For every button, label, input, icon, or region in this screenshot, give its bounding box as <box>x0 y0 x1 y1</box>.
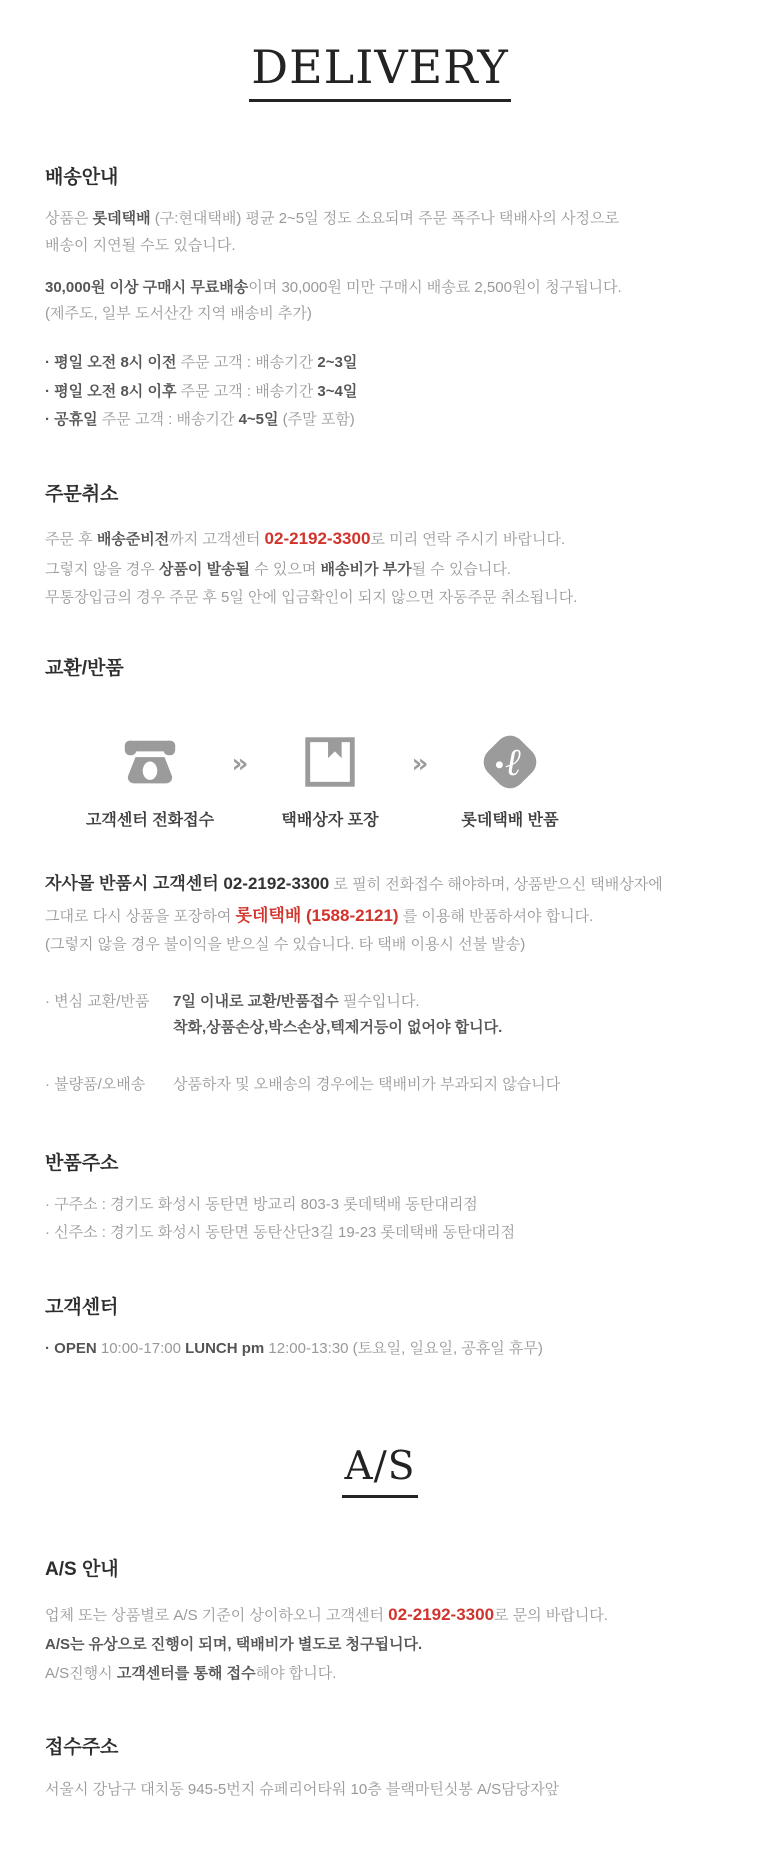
step-label: 고객센터 전화접수 <box>85 812 215 830</box>
text-run-bold: LUNCH pm <box>185 1340 265 1358</box>
step-pack-box <box>250 727 410 830</box>
text-run: 상품하자 및 오배송의 경우에는 택배비가 부과되지 않습니다 <box>173 1075 561 1093</box>
text-run-bold: 4~5일 <box>238 411 279 429</box>
text-run-bold: · 평일 오전 8시 이후 <box>45 382 177 400</box>
text-run: 해야 합니다. <box>255 1664 337 1682</box>
text-run-bold: 롯데택배 <box>92 210 151 228</box>
section-shipping-info <box>45 166 715 435</box>
phone-icon <box>70 727 230 797</box>
text-run: 로 문의 바랍니다. <box>494 1607 608 1625</box>
text-run: 주문 고객 : 배송기간 <box>176 382 318 400</box>
text-run: 될 수 있습니다. <box>411 560 512 578</box>
shipping-heading: 배송안내 <box>45 166 119 188</box>
lotte-dot <box>496 762 503 769</box>
customer-center-heading: 고객센터 <box>45 1296 119 1318</box>
step-call-center <box>70 727 230 830</box>
as-title: A/S <box>342 1446 417 1498</box>
text-run: 를 이용해 반품하셔야 합니다. <box>398 907 594 925</box>
row-line <box>173 1015 715 1041</box>
text-run-bold: 7일 이내로 교환/반품접수 <box>173 993 339 1011</box>
lotte-phone-number: 롯데택배 (1588-2121) <box>235 905 399 925</box>
phone-number: 02-2192-3300 <box>223 874 330 894</box>
page-title: DELIVERY <box>249 42 511 102</box>
text-run: 상품은 <box>45 210 93 228</box>
lotte-logo-icon <box>430 727 590 797</box>
text-run: (구:현대택배) 평균 2~5일 정도 소요되며 주문 폭주나 택배사의 사정으로 <box>150 210 619 228</box>
text-run: 로 미리 연락 주시기 바랍니다. <box>370 531 566 549</box>
row-content <box>173 1072 715 1098</box>
as-address-heading: 접수주소 <box>45 1737 119 1759</box>
chevron-right-icon: » <box>231 749 249 780</box>
text-run: 까지 고객센터 <box>169 531 265 549</box>
text-run: 수 있으며 <box>250 560 321 578</box>
text-run: A/S진행시 <box>45 1664 117 1682</box>
text-run-bold: 2~3일 <box>317 354 358 372</box>
text-run-bold: 착화,상품손상,박스손상,텍제거등이 없어야 합니다. <box>173 1019 503 1037</box>
text-run: 로 필히 전화접수 해야하며, 상품받으신 택배상자에 <box>329 876 663 894</box>
phone-number: 02-2192-3300 <box>264 529 371 549</box>
exchange-heading: 교환/반품 <box>45 657 124 679</box>
text-run-bold: 고객센터를 통해 접수 <box>116 1664 256 1682</box>
text-run-bold: · 공휴일 <box>45 411 98 429</box>
section-customer-center <box>45 1296 715 1363</box>
return-address-list <box>45 1191 715 1248</box>
as-info-heading: A/S 안내 <box>45 1559 119 1581</box>
text-run: 그렇지 않을 경우 <box>45 560 159 578</box>
delivery-info-page <box>0 42 760 1803</box>
text-run-bold: 30,000원 이상 구매시 무료배송 <box>45 278 249 296</box>
shipping-bullet-2 <box>45 378 715 407</box>
chevron-right-icon: » <box>411 749 429 780</box>
step-lotte-return <box>430 727 590 830</box>
text-run: (제주도, 일부 도서산간 지역 배송비 추가) <box>45 305 312 323</box>
text-run-bold: 배송비가 부가 <box>320 560 412 578</box>
cancel-paragraph <box>45 523 715 612</box>
text-run-bold: A/S는 유상으로 진행이 되며, 택배비가 별도로 청구됩니다. <box>45 1636 423 1654</box>
return-process-steps <box>70 727 715 830</box>
lotte-glyph: ℓ <box>504 740 521 785</box>
return-address-heading: 반품주소 <box>45 1152 119 1174</box>
text-run: 주문 고객 : 배송기간 <box>176 354 318 372</box>
text-run: (주말 포함) <box>278 411 355 429</box>
customer-center-hours <box>45 1336 715 1362</box>
text-run: 필수입니다. <box>338 993 420 1011</box>
new-address: · 신주소 : 경기도 화성시 동탄면 동탄산단3길 19-23 롯데택배 동탄대리점 <box>45 1224 516 1242</box>
cancel-heading: 주문취소 <box>45 483 119 505</box>
text-run-bold: 3~4일 <box>317 382 358 400</box>
shipping-paragraph-1 <box>45 206 715 259</box>
as-address-line <box>45 1777 715 1803</box>
row-label: · 변심 교환/반품 <box>45 993 150 1011</box>
text-run: 이며 30,000원 미만 구매시 배송료 2,500원이 청구됩니다. <box>248 278 622 296</box>
text-run-bold: 상품이 발송될 <box>158 560 251 578</box>
text-run: 주문 후 <box>45 531 97 549</box>
text-run-bold: 자사몰 반품시 고객센터 <box>45 874 224 894</box>
exchange-row-defective <box>45 1072 715 1098</box>
step-label: 롯데택배 반품 <box>461 812 559 830</box>
as-title-block <box>45 1446 715 1498</box>
text-run: (그렇지 않을 경우 불이익을 받으실 수 있습니다. 타 택배 이용시 선불 발송) <box>45 936 526 954</box>
section-return-address <box>45 1152 715 1248</box>
shipping-bullet-3 <box>45 406 715 435</box>
as-info-paragraph <box>45 1599 715 1688</box>
text-run: 무통장입금의 경우 주문 후 5일 안에 입금확인이 되지 않으면 자동주문 취소됩니다. <box>45 589 578 607</box>
delivery-title-block <box>0 42 760 102</box>
text-run: 배송이 지연될 수도 있습니다. <box>45 236 236 254</box>
section-as-info <box>45 1558 715 1688</box>
box-icon <box>250 727 410 797</box>
text-run: 12:00-13:30 (토요일, 일요일, 공휴일 휴무) <box>264 1340 543 1358</box>
phone-number: 02-2192-3300 <box>388 1605 495 1625</box>
row-content <box>173 989 715 1042</box>
text-run-bold: 배송준비전 <box>96 531 170 549</box>
section-order-cancel <box>45 483 715 613</box>
text-run: 10:00-17:00 <box>96 1340 186 1358</box>
text-run: 그대로 다시 상품을 포장하여 <box>45 907 236 925</box>
section-as-address <box>45 1736 715 1803</box>
exchange-paragraph <box>45 868 715 959</box>
text-run-bold: · 평일 오전 8시 이전 <box>45 354 177 372</box>
row-label: · 불량품/오배송 <box>45 1075 146 1093</box>
section-exchange-return <box>45 657 715 1098</box>
row-line <box>173 989 715 1015</box>
text-run: 업체 또는 상품별로 A/S 기준이 상이하오니 고객센터 <box>45 1607 389 1625</box>
step-label: 택배상자 포장 <box>281 812 379 830</box>
page-content <box>0 166 760 1804</box>
shipping-bullet-1 <box>45 349 715 378</box>
text-run: 서울시 강남구 대치동 945-5번지 슈페리어타워 10층 블랙마틴싯봉 A/S담당자앞 <box>45 1781 560 1799</box>
old-address: · 구주소 : 경기도 화성시 동탄면 방교리 803-3 롯데택배 동탄대리점 <box>45 1195 478 1213</box>
row-line <box>173 1072 715 1098</box>
exchange-row-change-of-mind <box>45 989 715 1042</box>
shipping-bullet-list <box>45 349 715 435</box>
text-run: 주문 고객 : 배송기간 <box>97 411 239 429</box>
text-run-bold: · OPEN <box>45 1340 97 1358</box>
shipping-paragraph-2 <box>45 275 715 328</box>
